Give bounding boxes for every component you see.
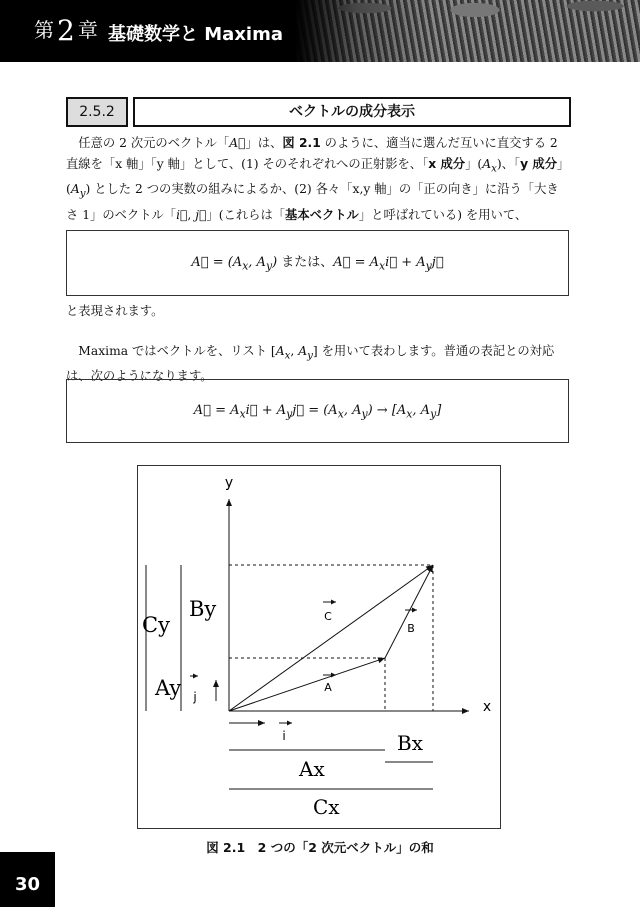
figure-reference: 図 2.1 [282, 136, 321, 150]
paragraph-maxima: Maxima ではベクトルを、リスト [$A_x$, $A_y$] を用いて表わします。普通の表記との対応は、次のようになります。 [66, 344, 555, 384]
figure-caption: 図 2.1 2 つの「2 次元ベクトル」の和 [206, 840, 434, 855]
by-label: By [189, 597, 217, 621]
bx-label: Bx [397, 731, 423, 755]
vector-a [229, 658, 385, 711]
page-number: 30 [0, 852, 55, 907]
section-title: ベクトルの成分表示 [133, 97, 571, 127]
vector-sum-diagram [137, 465, 501, 829]
vector-a-label: A [324, 681, 332, 694]
x-axis-label: x [482, 699, 492, 715]
unit-vector-i-label: i [282, 729, 286, 743]
ay-label: Ay [155, 676, 182, 700]
chapter-label: 第2 章 [34, 14, 99, 47]
paragraph-intro: 任意の 2 次元のベクトル「A⃗」は、図 2.1 のように、適当に選んだ互いに直交する 2 直線を「x 軸」「y 軸」として、(1) そのそれぞれへの正射影を、「x 成分」$(A_x)$、「y 成分」$(A_y)$ とした 2 つの実数の組みによるか、(2) 各々「x,y 軸」の「正の向き」に沿う「大きさ 1」のベクトル「i⃗, j⃗」(これらは「基本ベクトル」と呼ばれている) を用いて、 [66, 136, 570, 222]
formula-box-components: A⃗ = ($A_x$, $A_y$) または、A⃗ = $A_xi⃗$ + $A_yj⃗$ [66, 230, 569, 296]
formula-box-maxima-list: A⃗ = $A_xi⃗$ + $A_yj⃗ = (A_x$, $A_y) \to [A_x$, $A_y$] [66, 379, 569, 443]
paragraph-expressed: と表現されます。 [66, 304, 164, 318]
cy-label: Cy [142, 613, 170, 637]
unit-vector-j-label: j [193, 690, 197, 704]
section-number: 2.5.2 [66, 97, 128, 127]
vector-c-label: C [324, 610, 332, 623]
vector-b [385, 565, 433, 658]
y-axis-label: y [224, 475, 234, 491]
vector-b-label: B [407, 622, 415, 635]
chapter-header [0, 0, 640, 62]
cx-label: Cx [313, 795, 340, 819]
ax-label: Ax [299, 757, 325, 781]
chapter-title: 基礎数学と Maxima [108, 24, 284, 45]
